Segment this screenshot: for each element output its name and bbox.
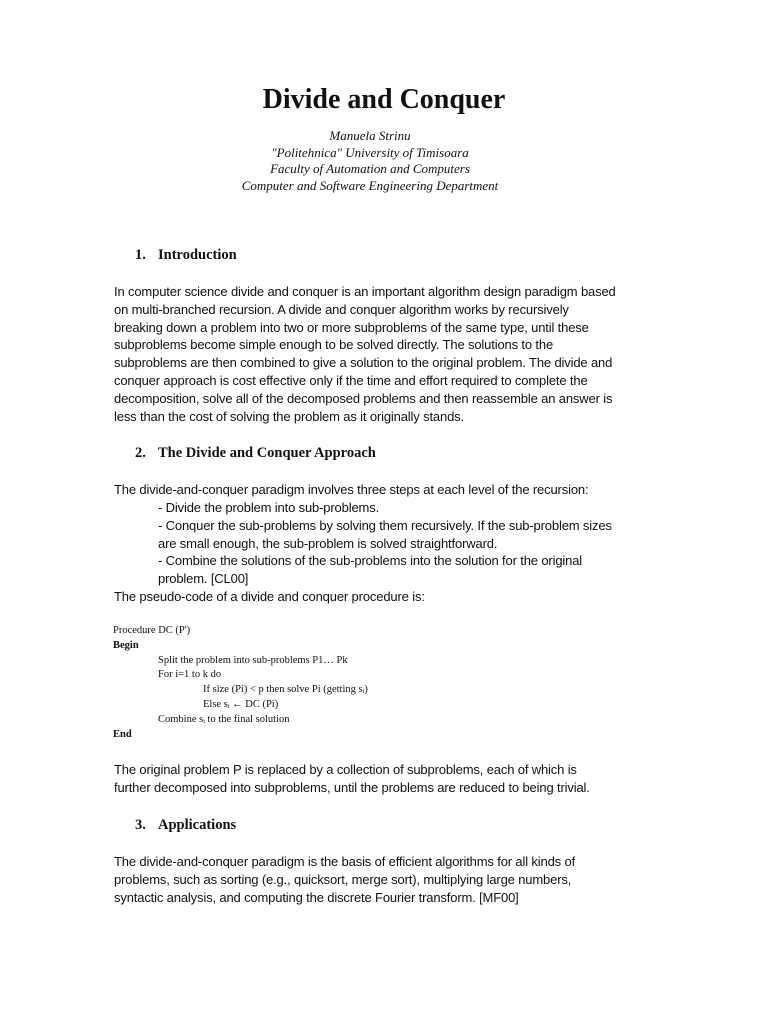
text-line: subproblems become simple enough to be solved directly. The solutions to the	[114, 337, 554, 353]
list-item: are small enough, the sub-problem is solved straightforward.	[158, 535, 498, 551]
text-line: The pseudo-code of a divide and conquer procedure is:	[114, 589, 425, 604]
applications-paragraph	[114, 853, 659, 906]
section-title: Introduction	[158, 247, 237, 263]
pseudo-code-intro	[114, 588, 659, 606]
text-line: breaking down a problem into two or more subproblems of the same type, until these	[114, 319, 589, 335]
document-title: Divide and Conquer	[262, 84, 506, 115]
text-line: problems, such as sorting (e.g., quicksort, merge sort), multiplying large numbers,	[114, 871, 572, 887]
code-line: Else sᵢ ← DC (Pi)	[203, 698, 279, 710]
section-title: Applications	[158, 817, 237, 833]
text-line: The divide-and-conquer paradigm is the basis of efficient algorithms for all kinds of	[114, 854, 576, 869]
text-line: further decomposed into subproblems, until the problems are reduced to being trivial.	[114, 779, 590, 795]
code-line: End	[113, 728, 132, 740]
text-line: subproblems are then combined to give a solution to the original problem. The divide and	[114, 355, 613, 371]
section-number: 1.	[135, 247, 146, 263]
code-line: Combine sᵢ to the final solution	[158, 713, 290, 725]
author-faculty: Faculty of Automation and Computers	[270, 161, 470, 176]
text-line: The original problem P is replaced by a collection of subproblems, each of which is	[114, 762, 577, 777]
text-line: syntactic analysis, and computing the discrete Fourier transform. [MF00]	[114, 889, 519, 905]
text-line: In computer science divide and conquer is an important algorithm design paradigm based	[114, 284, 616, 299]
introduction-paragraph	[114, 283, 659, 425]
code-line: Split the problem into sub-problems P1… Pk	[158, 654, 348, 666]
code-line: Begin	[113, 639, 139, 651]
list-item: - Conquer the sub-problems by solving them recursively. If the sub-problem sizes	[158, 517, 612, 533]
section-number: 3.	[135, 817, 146, 833]
section-title: The Divide and Conquer Approach	[158, 445, 376, 461]
list-item: - Combine the solutions of the sub-problems into the solution for the original	[158, 553, 583, 569]
section-heading-applications	[135, 816, 236, 834]
author-block	[0, 128, 740, 194]
text-line: conquer approach is cost effective only if the time and effort required to complete the	[114, 372, 588, 388]
approach-outro	[114, 761, 659, 797]
author-department: Computer and Software Engineering Department	[241, 177, 499, 193]
list-item: problem. [CL00]	[158, 571, 249, 587]
list-item: - Divide the problem into sub-problems.	[158, 500, 380, 515]
text-line: less than the cost of solving the problem as it originally stands.	[114, 408, 464, 424]
code-line: For i=1 to k do	[158, 669, 222, 681]
pseudo-code-block	[113, 624, 368, 742]
steps-list	[158, 499, 638, 588]
section-heading-approach	[135, 444, 376, 462]
section-heading-introduction	[135, 246, 237, 264]
code-line: Procedure DC (P')	[113, 625, 191, 636]
text-line: on multi-branched recursion. A divide and conquer algorithm works by recursively	[114, 301, 569, 317]
text-line: The divide-and-conquer paradigm involves three steps at each level of the recursion:	[114, 482, 589, 497]
author-name: Manuela Strinu	[329, 128, 411, 143]
text-line: decomposition, solve all of the decomposed problems and then reassemble an answer is	[114, 390, 613, 406]
code-line: If size (Pi) < p then solve Pi (getting sᵢ)	[203, 684, 368, 696]
author-university: "Politehnica" University of Timisoara	[271, 144, 469, 160]
approach-intro	[114, 481, 659, 499]
section-number: 2.	[135, 445, 146, 461]
